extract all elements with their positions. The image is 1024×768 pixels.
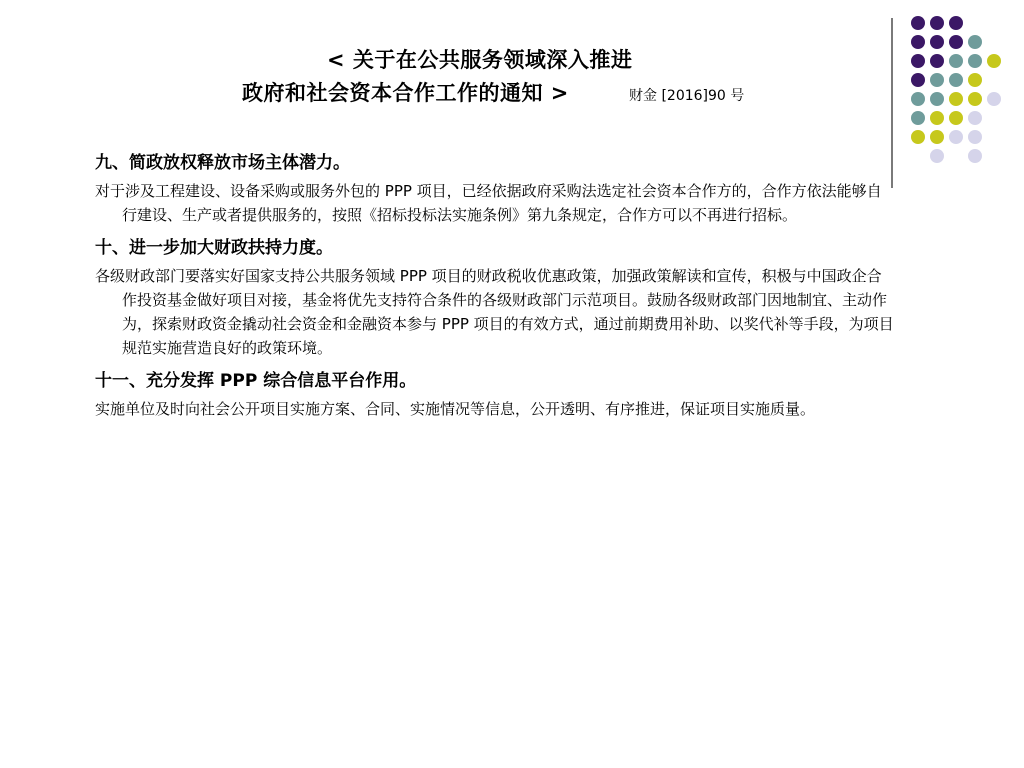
section-ten [95,233,895,360]
dot-lavender [949,130,963,144]
dot-teal [968,35,982,49]
dot-lavender [968,149,982,163]
dot-teal [930,73,944,87]
title-line-1: < 关于在公共服务领域深入推进 [327,48,633,72]
dot-purple [949,35,963,49]
dot-teal [949,73,963,87]
dot-lavender [930,149,944,163]
decorative-dot-grid [905,12,1015,172]
dot-teal [949,54,963,68]
dot-teal [930,92,944,106]
dot-purple [949,16,963,30]
section-paragraph: 各级财政部门要落实好国家支持公共服务领域 PPP 项目的财政税收优惠政策，加强政策解读和宣传，积极与中国政企合作投资基金做好项目对接，基金将优先支持符合条件的各级财政部门示范项目。鼓励各级财政部门因地制宜、主动作为，探索财政资金撬动社会资金和金融资本参与 PPP 项目的有效方式，通过前期费用补助、以奖代补等手段，为项目规范实施营造良好的政策环境。 [95,267,894,357]
dot-teal [911,92,925,106]
dot-yellow [968,73,982,87]
dot-purple [911,73,925,87]
section-heading: 十、进一步加大财政扶持力度。 [95,238,333,258]
section-heading: 九、简政放权释放市场主体潜力。 [95,153,350,173]
dot-lavender [987,92,1001,106]
dot-purple [930,16,944,30]
document-number: 财金 [2016]90 号 [629,88,745,104]
dot-teal [911,111,925,125]
dot-yellow [968,92,982,106]
section-paragraph: 对于涉及工程建设、设备采购或服务外包的 PPP 项目，已经依据政府采购法选定社会资本合作方的，合作方依法能够自行建设、生产或者提供服务的，按照《招标投标法实施条例》第九条规定，合作方可以不再进行招标。 [95,182,882,224]
section-nine [95,148,895,227]
dot-yellow [930,130,944,144]
section-eleven [95,366,895,421]
dot-yellow [930,111,944,125]
dot-purple [911,54,925,68]
dot-yellow [949,111,963,125]
section-heading: 十一、充分发挥 PPP 综合信息平台作用。 [95,371,417,391]
dot-yellow [911,130,925,144]
dot-purple [930,35,944,49]
dot-teal [968,54,982,68]
dot-purple [930,54,944,68]
section-paragraph: 实施单位及时向社会公开项目实施方案、合同、实施情况等信息，公开透明、有序推进，保证项目实施质量。 [95,400,816,418]
title-line-2: 政府和社会资本合作工作的通知 > [242,81,569,105]
dot-yellow [949,92,963,106]
dot-yellow [987,54,1001,68]
dot-purple [911,16,925,30]
dot-lavender [968,130,982,144]
dot-lavender [968,111,982,125]
document-body [95,148,895,427]
dot-purple [911,35,925,49]
